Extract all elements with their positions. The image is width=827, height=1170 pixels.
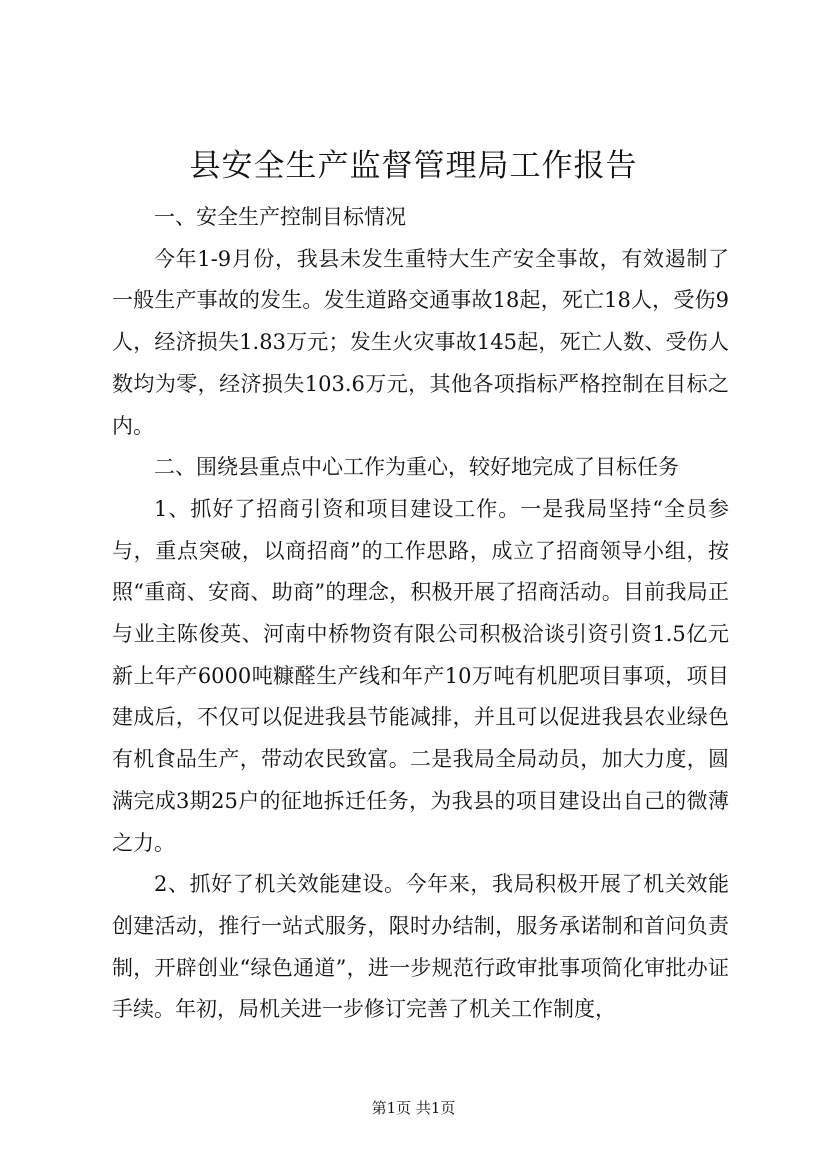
paragraph-3: 2、抓好了机关效能建设。今年来，我局积极开展了机关效能创建活动，推行一站式服务，限时办结制，服务承诺制和首问负责制，开辟创业“绿色通道”，进一步规范行政审批事项简化审批办证手续。年初，局机关进一步修订完善了机关工作制度， [112,872,729,1022]
document-title: 县安全生产监督管理局工作报告 [189,148,638,184]
section-heading-1: 一、安全生产控制目标情况 [154,205,406,229]
paragraph-2: 1、抓好了招商引资和项目建设工作。一是我局坚持“全员参与，重点突破，以商招商”的工作思路，成立了招商领导小组，按照“重商、安商、助商”的理念，积极开展了招商活动。目前我局正与业主陈俊英、河南中桥物资有限公司积极洽谈引资引资1.5亿元新上年产6000吨糠醛生产线和年产10万吨有机肥项目事项，项目建成后，不仅可以促进我县节能减排，并且可以促进我县农业绿色有机食品生产，带动农民致富。二是我局全局动员，加大力度，圆满完成3期25户的征地拆迁任务，为我县的项目建设出自己的微薄之力。 [112,496,729,855]
section-heading-2: 二、围绕县重点中心工作为重心，较好地完成了目标任务 [154,455,679,480]
page-footer: 第1页 共1页 [371,1099,456,1117]
paragraph-1: 今年1-9月份，我县未发生重特大生产安全事故，有效遏制了一般生产事故的发生。发生道路交通事故18起，死亡18人，受伤9人，经济损失1.83万元；发生火灾事故145起，死亡人数、受伤人数均为零，经济损失103.6万元，其他各项指标严格控制在目标之内。 [112,246,729,438]
document-body [112,197,729,1031]
